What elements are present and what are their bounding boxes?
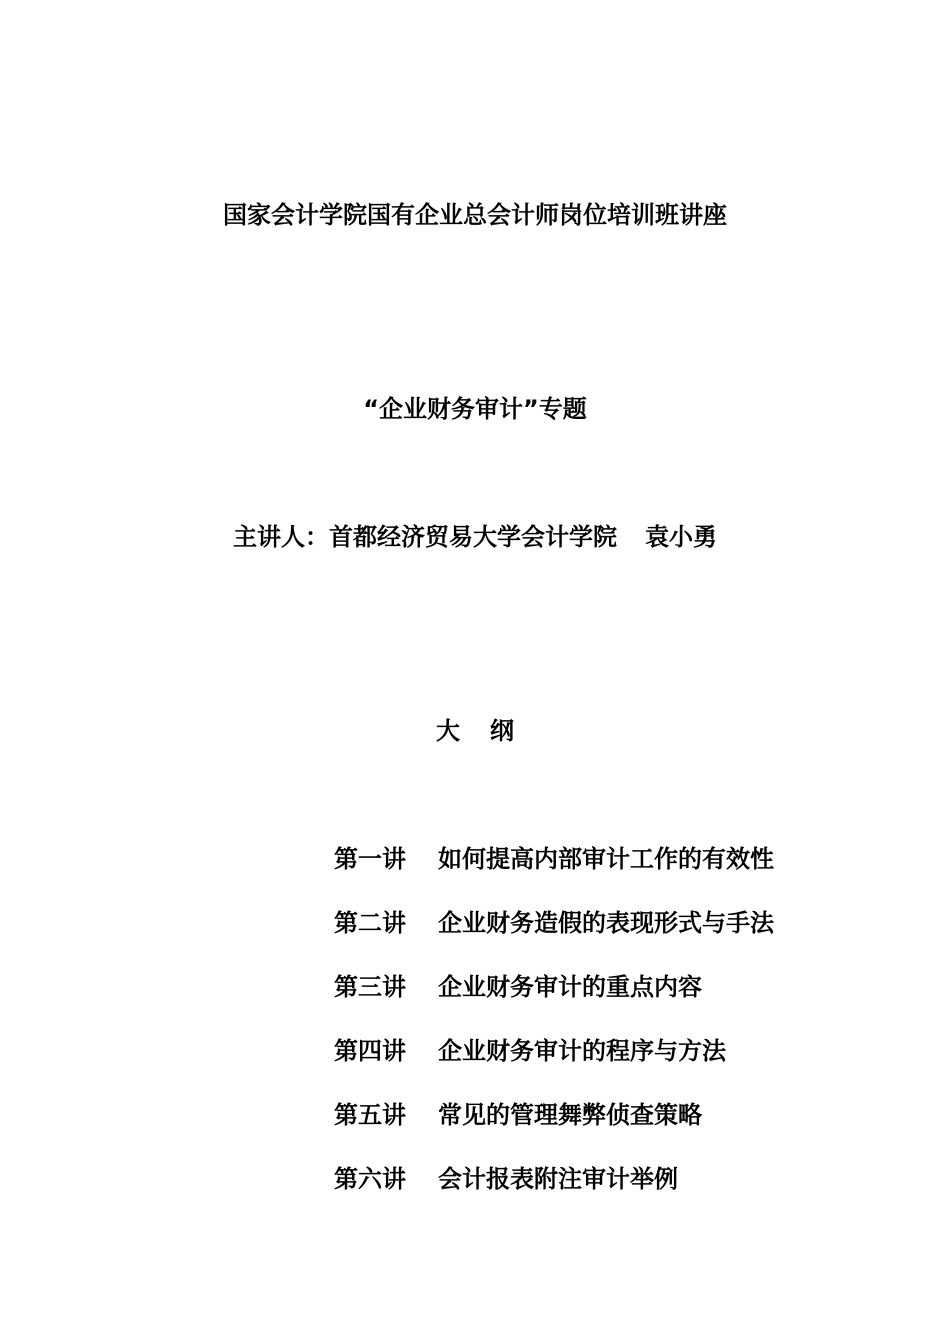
outline-heading-part1: 大: [436, 717, 460, 745]
institute-title: 国家会计学院国有企业总会计师岗位培训班讲座: [223, 201, 727, 229]
outline-heading-part2: 纲: [490, 717, 514, 745]
outline-heading: [0, 716, 950, 746]
lecture-number: 第三讲: [334, 973, 406, 1001]
outline-item-2: [334, 908, 914, 972]
lecturer-line: [0, 522, 950, 552]
lecture-title: 企业财务审计的程序与方法: [438, 1037, 726, 1065]
lecturer-name: 袁小勇: [645, 523, 717, 551]
outline-item-6: [334, 1164, 914, 1228]
lecture-title: 常见的管理舞弊侦查策略: [438, 1101, 702, 1129]
lecture-title: 企业财务审计的重点内容: [438, 973, 702, 1001]
outline-item-1: [334, 844, 914, 908]
outline-list: [334, 844, 914, 1228]
lecture-number: 第四讲: [334, 1037, 406, 1065]
outline-item-4: [334, 1036, 914, 1100]
lecture-title: 会计报表附注审计举例: [438, 1165, 678, 1193]
lecture-number: 第一讲: [334, 845, 406, 873]
topic-title: “企业财务审计”专题: [363, 395, 587, 423]
lecturer-affiliation: 主讲人：首都经济贸易大学会计学院: [233, 523, 617, 551]
outline-item-5: [334, 1100, 914, 1164]
lecture-number: 第六讲: [334, 1165, 406, 1193]
lecture-title: 企业财务造假的表现形式与手法: [438, 909, 774, 937]
lecture-title: 如何提高内部审计工作的有效性: [438, 845, 774, 873]
lecture-number: 第二讲: [334, 909, 406, 937]
lecture-number: 第五讲: [334, 1101, 406, 1129]
outline-item-3: [334, 972, 914, 1036]
